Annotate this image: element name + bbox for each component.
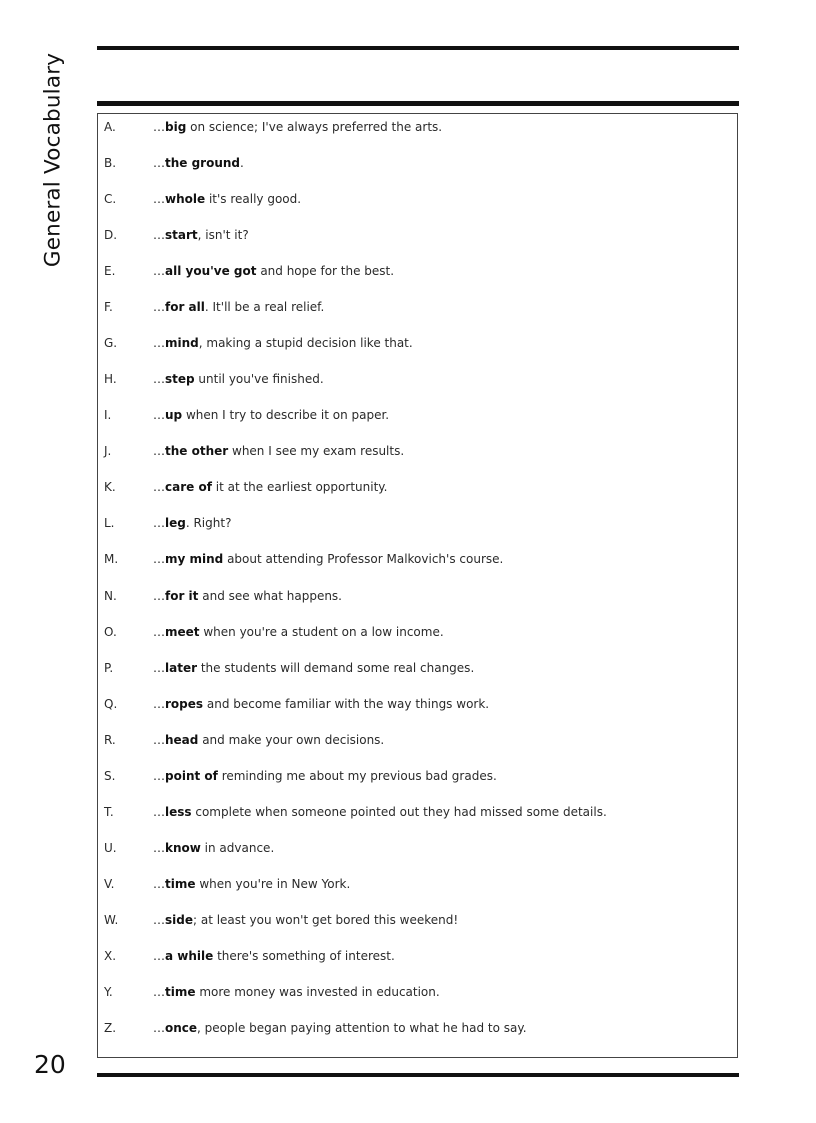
- answer-remainder: until you've finished.: [194, 372, 324, 387]
- answer-remainder: when you're a student on a low income.: [199, 624, 444, 639]
- answer-text: [153, 369, 324, 389]
- answer-row: [98, 333, 737, 353]
- answer-text: [153, 874, 350, 894]
- answer-remainder: , people began paying attention to what he had to say.: [197, 1021, 527, 1035]
- answer-row: [98, 477, 737, 497]
- answer-letter: U.: [104, 840, 117, 855]
- answer-keyword: big: [165, 120, 187, 134]
- answer-ellipsis: …: [153, 696, 165, 711]
- answer-text: [153, 333, 413, 353]
- answer-text: [153, 441, 404, 461]
- answer-keyword: up: [165, 408, 183, 423]
- answer-keyword: less: [165, 804, 192, 819]
- answer-row: [98, 838, 737, 858]
- side-title: [34, 48, 72, 272]
- top-rule: [97, 46, 739, 50]
- answer-letter: B.: [104, 156, 117, 171]
- answer-text: [153, 658, 474, 678]
- answer-ellipsis: …: [153, 552, 165, 567]
- answer-ellipsis: …: [153, 120, 165, 134]
- answer-text: [153, 405, 389, 425]
- answer-ellipsis: …: [153, 408, 165, 423]
- answer-row: [98, 766, 737, 786]
- answer-ellipsis: …: [153, 624, 165, 639]
- answer-keyword: mind: [165, 336, 199, 351]
- answer-keyword: a while: [165, 948, 214, 963]
- answer-text: [153, 622, 444, 642]
- answer-keyword: meet: [165, 624, 200, 639]
- answer-ellipsis: …: [153, 732, 165, 747]
- answer-letter: K.: [104, 480, 116, 495]
- answer-ellipsis: …: [153, 336, 165, 351]
- answer-row: [98, 730, 737, 750]
- answer-text: [153, 766, 497, 786]
- answer-remainder: .: [240, 156, 244, 171]
- answer-ellipsis: …: [153, 804, 165, 819]
- answer-letter: C.: [104, 192, 117, 207]
- answer-ellipsis: …: [153, 300, 165, 315]
- answer-row: [98, 405, 737, 425]
- answer-ellipsis: …: [153, 840, 165, 855]
- answer-text: [153, 586, 342, 606]
- answer-letter: G.: [104, 336, 118, 351]
- answer-keyword: all you've got: [165, 264, 257, 279]
- answer-letter: M.: [104, 552, 119, 567]
- answer-ellipsis: …: [153, 984, 165, 999]
- answer-row: [98, 622, 737, 642]
- answer-ellipsis: …: [153, 372, 165, 387]
- answer-text: [153, 910, 458, 930]
- answer-ellipsis: …: [153, 516, 165, 531]
- answer-keyword: know: [165, 840, 201, 855]
- answer-row: [98, 117, 737, 137]
- answer-remainder: in advance.: [200, 840, 275, 855]
- answer-remainder: and see what happens.: [198, 588, 342, 603]
- answer-text: [153, 694, 489, 714]
- answer-remainder: the students will demand some real changes.: [197, 660, 475, 675]
- answer-remainder: when I see my exam results.: [228, 444, 405, 459]
- answer-letter: J.: [104, 444, 112, 459]
- answer-remainder: ; at least you won't get bored this weekend!: [192, 912, 459, 927]
- answer-remainder: on science; I've always preferred the arts.: [186, 120, 443, 134]
- answer-letter: Q.: [104, 696, 118, 711]
- answer-remainder: reminding me about my previous bad grades.: [217, 768, 497, 783]
- answer-letter: A.: [104, 120, 116, 134]
- answer-keyword: whole: [165, 192, 206, 207]
- answer-ellipsis: …: [153, 264, 165, 279]
- answer-text: [153, 838, 274, 858]
- answer-ellipsis: …: [153, 1021, 165, 1035]
- answer-row: [98, 297, 737, 317]
- answer-letter: P.: [104, 660, 114, 675]
- answer-letter: T.: [104, 804, 114, 819]
- header-rule: [97, 101, 739, 106]
- answer-keyword: time: [165, 984, 196, 999]
- answer-remainder: about attending Professor Malkovich's course.: [223, 552, 504, 567]
- answer-keyword: side: [165, 912, 193, 927]
- answer-letter: H.: [104, 372, 117, 387]
- answer-keyword: start: [165, 228, 198, 243]
- answer-letter: D.: [104, 228, 118, 243]
- answer-row: [98, 874, 737, 894]
- answer-letter: V.: [104, 876, 115, 891]
- answer-row: [98, 153, 737, 173]
- answer-row: [98, 549, 737, 569]
- answer-remainder: when I try to describe it on paper.: [182, 408, 390, 423]
- answer-keyword: for all: [165, 300, 205, 315]
- answer-keyword: point of: [165, 768, 218, 783]
- answer-letter: W.: [104, 912, 119, 927]
- answer-keyword: leg: [165, 516, 186, 531]
- answer-letter: R.: [104, 732, 116, 747]
- answer-row: [98, 261, 737, 281]
- answer-text: [153, 477, 387, 497]
- answer-text: [153, 297, 324, 317]
- answer-keyword: care of: [165, 480, 212, 495]
- answer-ellipsis: …: [153, 912, 165, 927]
- answer-row: [98, 513, 737, 533]
- answer-keyword: head: [165, 732, 199, 747]
- answer-row: [98, 441, 737, 461]
- answer-row: [98, 1018, 737, 1038]
- answer-letter: E.: [104, 264, 116, 279]
- answer-remainder: it's really good.: [205, 192, 302, 207]
- answer-letter: F.: [104, 300, 113, 315]
- answer-text: [153, 549, 503, 569]
- answer-letter: I.: [104, 408, 112, 423]
- answer-remainder: there's something of interest.: [213, 948, 395, 963]
- answer-remainder: . Right?: [185, 516, 232, 531]
- answer-remainder: when you're in New York.: [195, 876, 351, 891]
- answer-letter: L.: [104, 516, 115, 531]
- answer-row: [98, 189, 737, 209]
- page-number: 20: [34, 1050, 66, 1079]
- answer-remainder: and make your own decisions.: [198, 732, 385, 747]
- answer-remainder: it at the earliest opportunity.: [211, 480, 388, 495]
- answer-row: [98, 694, 737, 714]
- answer-text: [153, 1018, 527, 1038]
- answer-text: [153, 730, 384, 750]
- answer-ellipsis: …: [153, 588, 165, 603]
- answer-remainder: and hope for the best.: [256, 264, 395, 279]
- answer-ellipsis: …: [153, 876, 165, 891]
- answer-ellipsis: …: [153, 480, 165, 495]
- answer-row: [98, 586, 737, 606]
- answer-ellipsis: …: [153, 444, 165, 459]
- answer-ellipsis: …: [153, 660, 165, 675]
- answer-keyword: once: [165, 1021, 198, 1035]
- answer-ellipsis: …: [153, 192, 165, 207]
- answer-keyword: the ground: [165, 156, 241, 171]
- answer-box: [97, 113, 738, 1058]
- answer-row: [98, 982, 737, 1002]
- answer-text: [153, 261, 394, 281]
- footer-rule: [97, 1073, 739, 1077]
- answer-text: [153, 946, 395, 966]
- answer-letter: S.: [104, 768, 116, 783]
- answer-row: [98, 369, 737, 389]
- answer-letter: Y.: [104, 984, 113, 999]
- answer-remainder: , isn't it?: [197, 228, 249, 243]
- answer-remainder: , making a stupid decision like that.: [198, 336, 413, 351]
- answer-row: [98, 946, 737, 966]
- answer-text: [153, 153, 244, 173]
- answer-remainder: . It'll be a real relief.: [204, 300, 325, 315]
- answer-row: [98, 658, 737, 678]
- answer-text: [153, 802, 607, 822]
- answer-ellipsis: …: [153, 948, 165, 963]
- answer-text: [153, 982, 440, 1002]
- answer-ellipsis: …: [153, 156, 165, 171]
- answer-keyword: later: [165, 660, 198, 675]
- answer-row: [98, 802, 737, 822]
- answer-ellipsis: …: [153, 768, 165, 783]
- answer-keyword: step: [165, 372, 195, 387]
- answer-keyword: my mind: [165, 552, 224, 567]
- answer-ellipsis: …: [153, 228, 165, 243]
- answer-keyword: time: [165, 876, 196, 891]
- answer-letter: X.: [104, 948, 117, 963]
- answer-letter: O.: [104, 624, 117, 639]
- answer-remainder: more money was invested in education.: [195, 984, 440, 999]
- answer-keyword: the other: [165, 444, 229, 459]
- answer-remainder: and become familiar with the way things work.: [203, 696, 490, 711]
- answer-row: [98, 225, 737, 245]
- answer-remainder: complete when someone pointed out they had missed some details.: [191, 804, 607, 819]
- answer-text: [153, 225, 249, 245]
- answer-keyword: for it: [165, 588, 199, 603]
- answer-row: [98, 910, 737, 930]
- side-title-text: General Vocabulary: [40, 52, 66, 268]
- answer-letter: Z.: [104, 1021, 117, 1035]
- answer-text: [153, 513, 231, 533]
- answer-text: [153, 117, 442, 137]
- answer-text: [153, 189, 301, 209]
- answer-keyword: ropes: [165, 696, 204, 711]
- answer-letter: N.: [104, 588, 117, 603]
